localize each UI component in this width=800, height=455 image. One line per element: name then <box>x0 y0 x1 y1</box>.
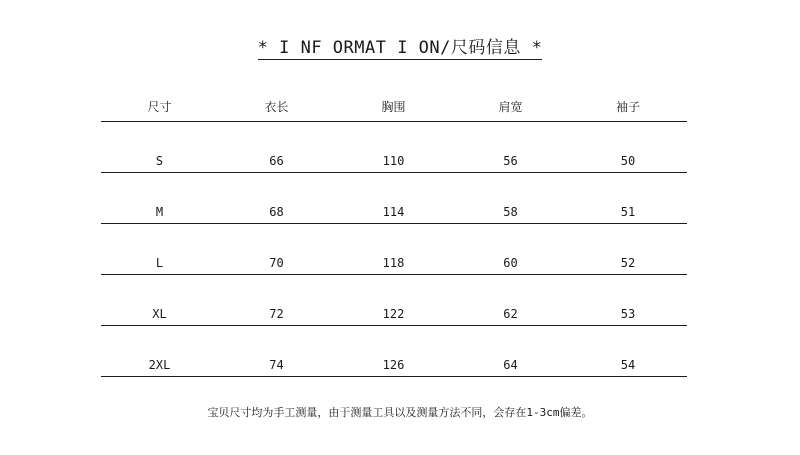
cell-sleeve: 51 <box>569 173 687 224</box>
page-title <box>0 38 800 60</box>
header-size: 尺寸 <box>101 86 218 122</box>
size-table <box>101 86 687 377</box>
cell-size: 2XL <box>101 326 218 377</box>
title-text: * I NF ORMAT I ON/尺码信息 * <box>257 38 543 58</box>
cell-sleeve: 52 <box>569 224 687 275</box>
cell-shoulder: 60 <box>452 224 569 275</box>
header-length: 衣长 <box>218 86 335 122</box>
header-sleeve: 袖子 <box>569 86 687 122</box>
cell-size: XL <box>101 275 218 326</box>
cell-chest: 122 <box>335 275 452 326</box>
table-row <box>101 275 687 326</box>
cell-sleeve: 50 <box>569 122 687 173</box>
header-row <box>101 86 687 122</box>
cell-chest: 126 <box>335 326 452 377</box>
header-shoulder: 肩宽 <box>452 86 569 122</box>
cell-length: 74 <box>218 326 335 377</box>
header-chest: 胸围 <box>335 86 452 122</box>
cell-sleeve: 54 <box>569 326 687 377</box>
table-row <box>101 122 687 173</box>
cell-shoulder: 64 <box>452 326 569 377</box>
table-header <box>101 86 687 122</box>
cell-size: S <box>101 122 218 173</box>
cell-chest: 110 <box>335 122 452 173</box>
cell-sleeve: 53 <box>569 275 687 326</box>
cell-size: M <box>101 173 218 224</box>
cell-length: 68 <box>218 173 335 224</box>
cell-size: L <box>101 224 218 275</box>
table-row <box>101 326 687 377</box>
cell-shoulder: 56 <box>452 122 569 173</box>
table-body <box>101 122 687 377</box>
cell-length: 72 <box>218 275 335 326</box>
table-row <box>101 224 687 275</box>
table-row <box>101 173 687 224</box>
cell-chest: 114 <box>335 173 452 224</box>
cell-shoulder: 62 <box>452 275 569 326</box>
cell-shoulder: 58 <box>452 173 569 224</box>
cell-chest: 118 <box>335 224 452 275</box>
cell-length: 66 <box>218 122 335 173</box>
measurement-footnote: 宝贝尺寸均为手工测量，由于测量工具以及测量方法不同，会存在1-3cm偏差。 <box>207 406 593 419</box>
cell-length: 70 <box>218 224 335 275</box>
